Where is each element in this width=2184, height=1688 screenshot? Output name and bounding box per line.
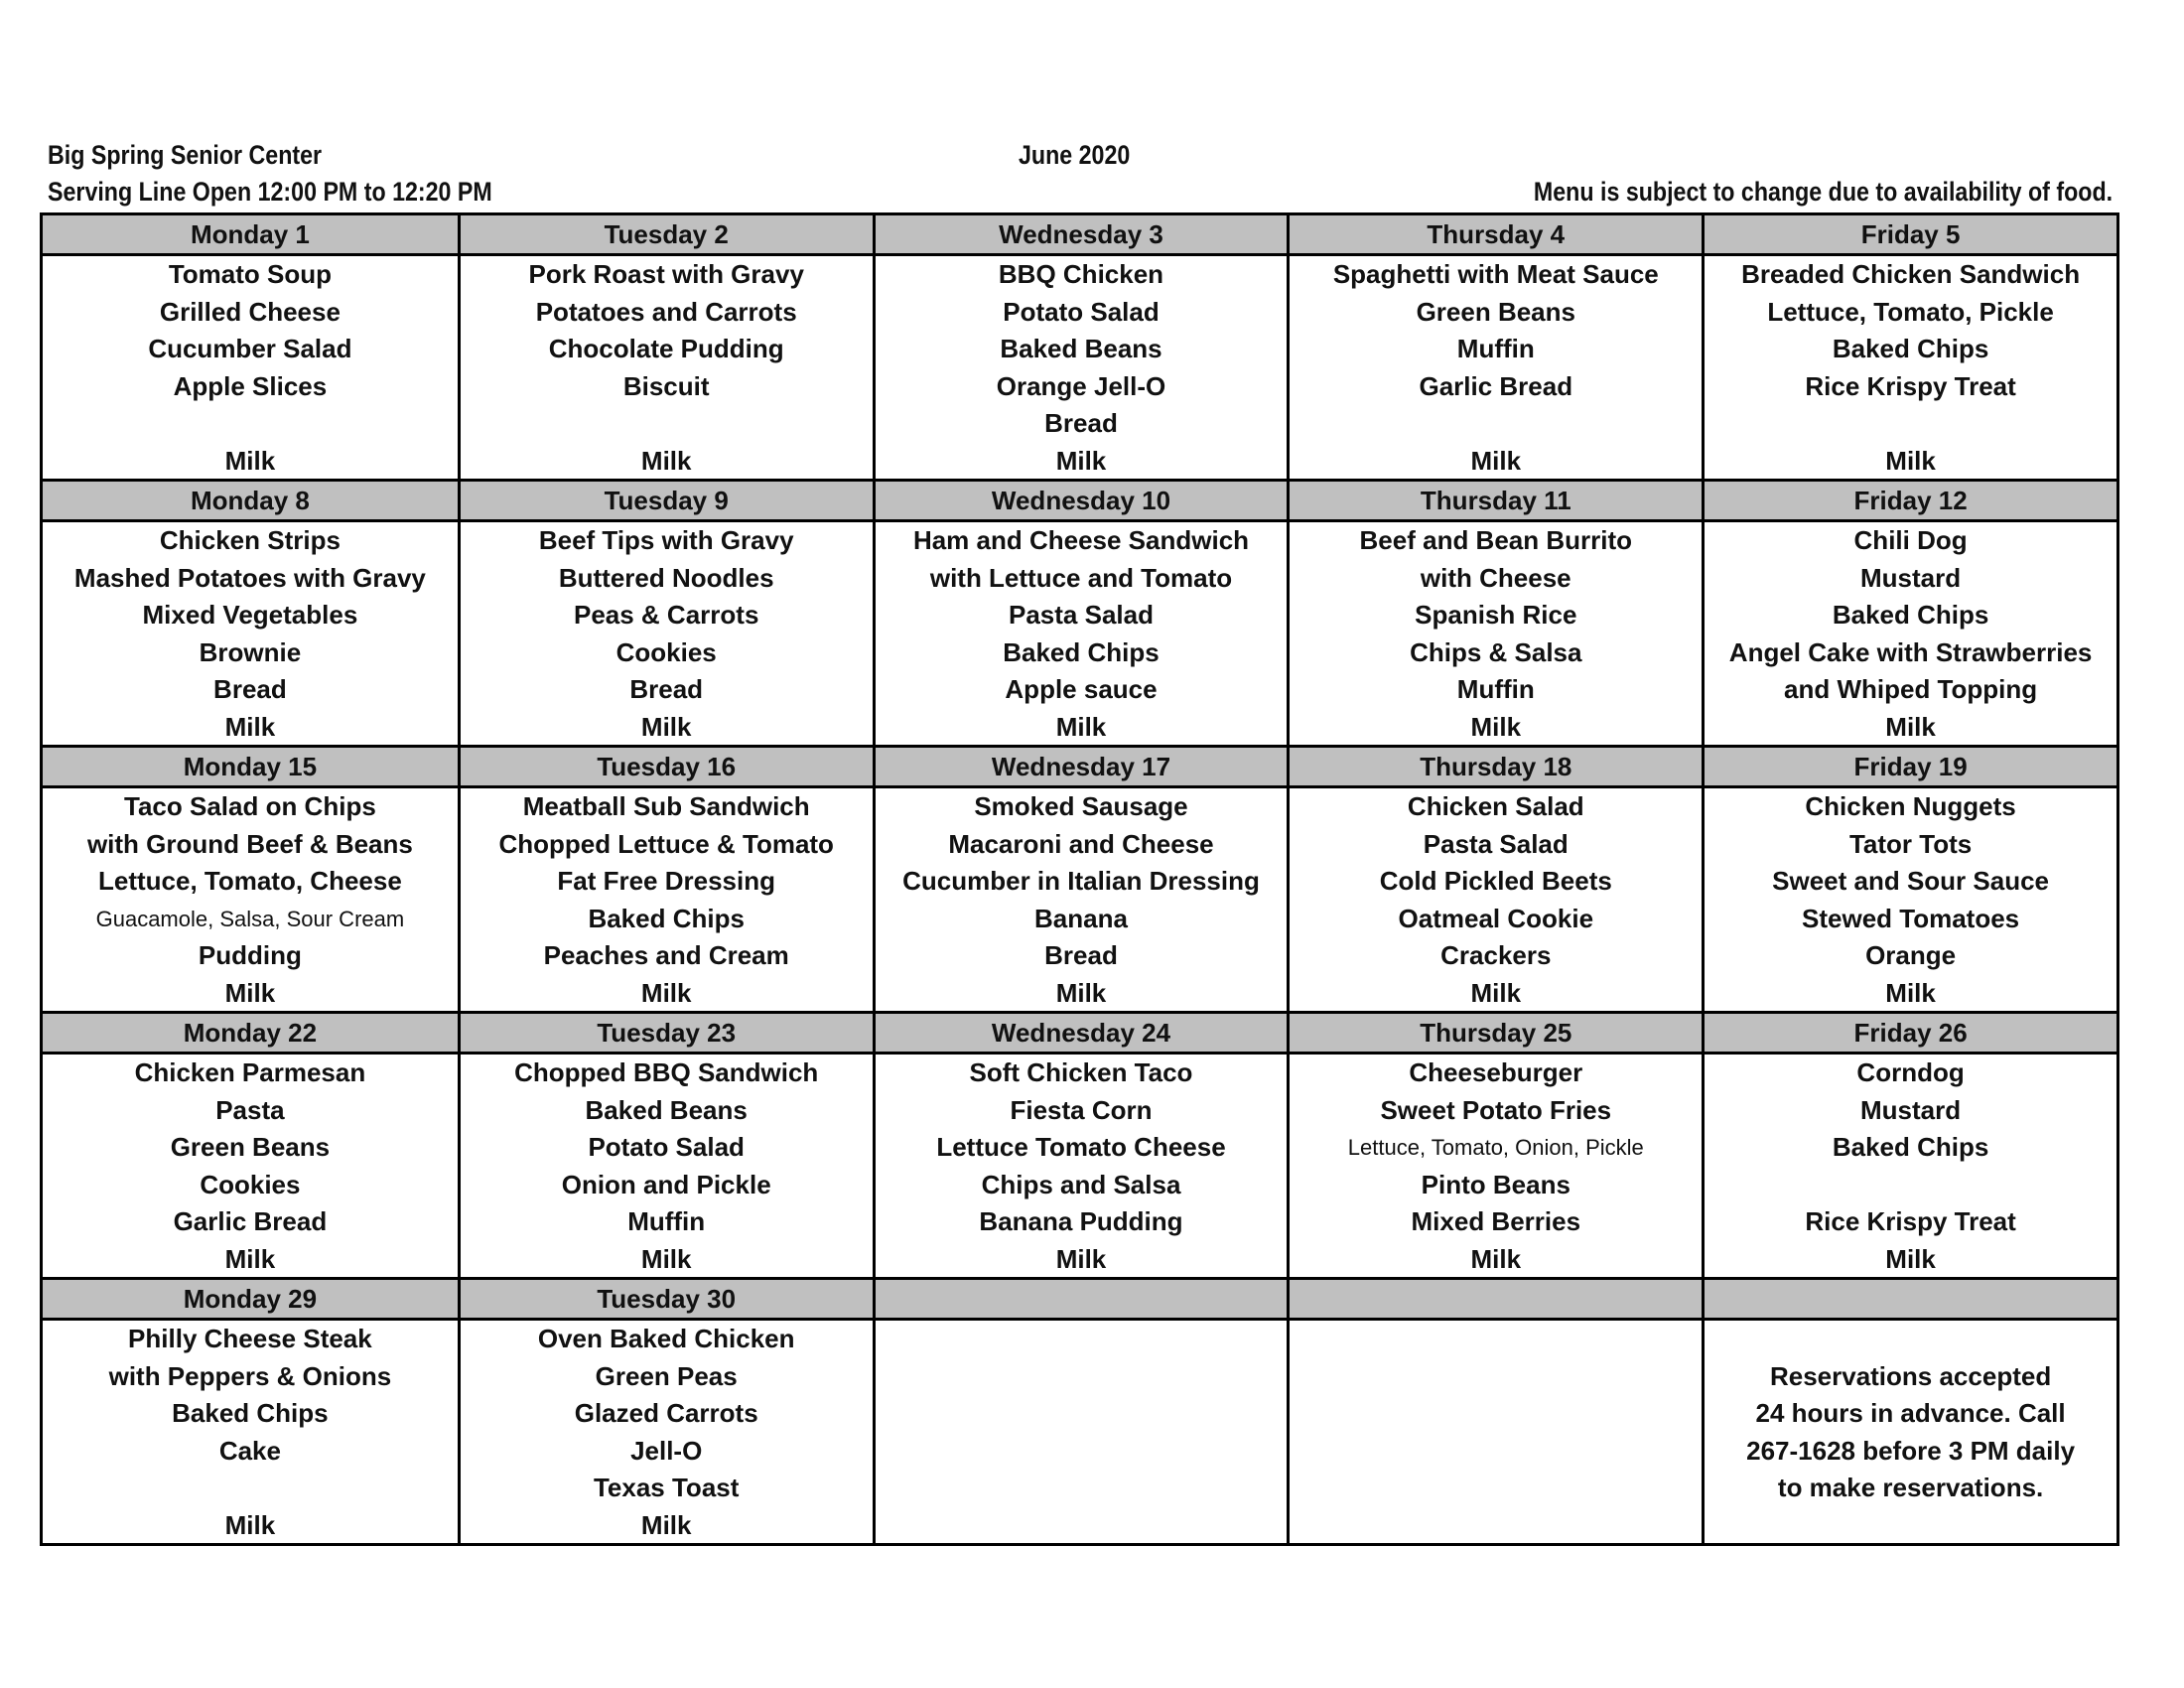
menu-item bbox=[1290, 1358, 1702, 1396]
menu-item: with Ground Beef & Beans bbox=[86, 828, 413, 859]
menu-item: Taco Salad on Chips bbox=[124, 791, 376, 821]
menu-item: Pudding bbox=[198, 940, 302, 971]
day-header: Tuesday 2 bbox=[458, 215, 873, 253]
menu-item: Pasta bbox=[215, 1094, 285, 1125]
menu-item: Beef and Bean Burrito bbox=[1359, 525, 1633, 555]
menu-item: 24 hours in advance. Call bbox=[1755, 1398, 2066, 1429]
menu-item: Baked Beans bbox=[1000, 334, 1162, 364]
day-header: Friday 19 bbox=[1702, 748, 2116, 785]
menu-item: Spaghetti with Meat Sauce bbox=[1332, 259, 1659, 289]
menu-item: Oven Baked Chicken bbox=[537, 1324, 795, 1353]
menu-item bbox=[1705, 1167, 2116, 1204]
menu-item: Milk bbox=[1055, 1243, 1107, 1274]
serving-hours: Serving Line Open 12:00 PM to 12:20 PM bbox=[48, 177, 492, 207]
menu-item: Milk bbox=[1470, 977, 1522, 1008]
menu-calendar-table bbox=[40, 212, 2119, 1546]
menu-row bbox=[43, 788, 2116, 1011]
menu-item bbox=[876, 1321, 1288, 1358]
menu-item: Biscuit bbox=[622, 370, 710, 401]
menu-item: Orange bbox=[1865, 940, 1957, 971]
menu-item bbox=[876, 1507, 1288, 1545]
day-header: Friday 5 bbox=[1702, 215, 2116, 253]
day-menu-cell bbox=[43, 256, 458, 481]
menu-item: Sweet Potato Fries bbox=[1380, 1094, 1612, 1125]
menu-item: Rice Krispy Treat bbox=[1805, 1206, 2016, 1237]
menu-item: Baked Chips bbox=[1003, 636, 1160, 667]
day-header: Thursday 11 bbox=[1287, 482, 1702, 519]
menu-item: Chocolate Pudding bbox=[548, 334, 784, 364]
menu-item: Milk bbox=[640, 711, 692, 742]
menu-item: Muffin bbox=[627, 1206, 706, 1237]
day-header: Wednesday 24 bbox=[873, 1014, 1288, 1052]
menu-item: Jell-O bbox=[630, 1435, 703, 1466]
menu-item: Mustard bbox=[1860, 1094, 1962, 1125]
menu-item: Mixed Berries bbox=[1411, 1206, 1581, 1237]
day-menu-cell bbox=[43, 1321, 458, 1545]
day-menu-cell bbox=[43, 522, 458, 747]
day-header: Tuesday 16 bbox=[458, 748, 873, 785]
menu-item: Peaches and Cream bbox=[543, 940, 789, 971]
day-header: Friday 12 bbox=[1702, 482, 2116, 519]
menu-item: Chicken Salad bbox=[1407, 791, 1584, 821]
menu-item bbox=[1290, 1395, 1702, 1433]
menu-item: Baked Beans bbox=[585, 1094, 748, 1125]
menu-item: Milk bbox=[640, 977, 692, 1008]
menu-item bbox=[43, 405, 458, 443]
menu-item: Milk bbox=[640, 1243, 692, 1274]
menu-item: Chicken Nuggets bbox=[1805, 791, 2016, 821]
menu-item: Banana bbox=[1034, 903, 1128, 933]
menu-item: to make reservations. bbox=[1777, 1473, 2044, 1503]
menu-item: Cucumber in Italian Dressing bbox=[902, 866, 1260, 897]
menu-item: Potato Salad bbox=[1003, 296, 1160, 327]
day-menu-cell bbox=[1287, 1055, 1702, 1279]
day-header: Monday 1 bbox=[190, 219, 310, 249]
day-menu-cell bbox=[1287, 256, 1702, 481]
menu-item: Baked Chips bbox=[1832, 334, 1989, 364]
menu-disclaimer: Menu is subject to change due to availability of food. bbox=[1533, 177, 2113, 207]
menu-item bbox=[1290, 1433, 1702, 1471]
menu-item: Milk bbox=[640, 445, 692, 476]
menu-item: Green Peas bbox=[595, 1360, 738, 1391]
menu-item: Cookies bbox=[200, 1169, 301, 1199]
menu-row bbox=[43, 256, 2116, 479]
menu-item bbox=[876, 1470, 1288, 1507]
day-header: Thursday 18 bbox=[1287, 748, 1702, 785]
menu-month: June 2020 bbox=[1019, 140, 1131, 170]
menu-item: Cake bbox=[218, 1435, 281, 1466]
menu-item: Breaded Chicken Sandwich bbox=[1741, 259, 2081, 289]
menu-item bbox=[1290, 1321, 1702, 1358]
day-menu-cell bbox=[458, 1321, 873, 1545]
menu-item: Cookies bbox=[615, 636, 717, 667]
menu-row bbox=[43, 1055, 2116, 1277]
menu-item: Banana Pudding bbox=[979, 1206, 1183, 1237]
menu-item: Grilled Cheese bbox=[159, 296, 341, 327]
day-menu-cell bbox=[458, 522, 873, 747]
menu-item: Milk bbox=[1055, 977, 1107, 1008]
menu-item: Orange Jell-O bbox=[996, 370, 1166, 401]
menu-item: Pasta Salad bbox=[1009, 600, 1154, 631]
day-header: Tuesday 23 bbox=[458, 1014, 873, 1052]
menu-item: Bread bbox=[1044, 940, 1118, 971]
day-header bbox=[1702, 1280, 2116, 1318]
day-header: Friday 26 bbox=[1702, 1014, 2116, 1052]
menu-item: Potatoes and Carrots bbox=[535, 296, 797, 327]
day-header: Wednesday 10 bbox=[873, 482, 1288, 519]
day-header-row bbox=[43, 479, 2116, 522]
menu-item: with Lettuce and Tomato bbox=[929, 562, 1233, 593]
menu-item: Texas Toast bbox=[593, 1473, 740, 1503]
menu-item: Bread bbox=[1044, 408, 1118, 439]
menu-item: Pork Roast with Gravy bbox=[528, 259, 804, 289]
day-menu-cell bbox=[873, 1321, 1288, 1545]
day-menu-cell bbox=[873, 256, 1288, 481]
menu-item: Philly Cheese Steak bbox=[128, 1324, 372, 1353]
menu-item: Chopped BBQ Sandwich bbox=[514, 1057, 819, 1087]
menu-item: BBQ Chicken bbox=[998, 259, 1164, 289]
menu-item: Lettuce, Tomato, Cheese bbox=[97, 866, 402, 897]
menu-item: 267-1628 before 3 PM daily bbox=[1746, 1435, 2076, 1466]
organization-name: Big Spring Senior Center bbox=[48, 140, 323, 170]
menu-item: Milk bbox=[1055, 445, 1107, 476]
day-menu-cell bbox=[458, 1055, 873, 1279]
day-menu-cell bbox=[873, 788, 1288, 1013]
menu-item: with Cheese bbox=[1420, 562, 1571, 593]
menu-item: Meatball Sub Sandwich bbox=[522, 791, 810, 821]
menu-item: Milk bbox=[1470, 711, 1522, 742]
day-menu-cell bbox=[1702, 788, 2116, 1013]
menu-item: Crackers bbox=[1440, 940, 1552, 971]
week-3 bbox=[43, 745, 2116, 1011]
menu-item: Apple Slices bbox=[173, 370, 328, 401]
menu-item: Chili Dog bbox=[1853, 525, 1968, 555]
menu-item: Green Beans bbox=[1416, 296, 1575, 327]
day-header-row bbox=[43, 745, 2116, 788]
menu-item: Milk bbox=[1885, 445, 1936, 476]
day-header: Monday 22 bbox=[183, 1018, 318, 1048]
menu-item: Ham and Cheese Sandwich bbox=[912, 525, 1250, 555]
menu-item: Apple sauce bbox=[1005, 674, 1158, 705]
menu-item: Milk bbox=[224, 1243, 276, 1274]
menu-item: Lettuce, Tomato, Onion, Pickle bbox=[1347, 1135, 1644, 1161]
menu-item: Muffin bbox=[1456, 334, 1535, 364]
day-header: Thursday 25 bbox=[1287, 1014, 1702, 1052]
day-menu-cell bbox=[1287, 1321, 1702, 1545]
week-5 bbox=[43, 1277, 2116, 1543]
menu-item: Fat Free Dressing bbox=[557, 866, 776, 897]
menu-item: Milk bbox=[1885, 711, 1936, 742]
menu-item: Baked Chips bbox=[1832, 600, 1989, 631]
menu-item bbox=[1290, 1470, 1702, 1507]
menu-item: Rice Krispy Treat bbox=[1805, 370, 2016, 401]
menu-item: Milk bbox=[224, 977, 276, 1008]
menu-item bbox=[1290, 405, 1702, 443]
menu-item: Reservations accepted bbox=[1769, 1360, 2052, 1391]
day-menu-cell bbox=[458, 256, 873, 481]
menu-item bbox=[876, 1358, 1288, 1396]
menu-item: Chopped Lettuce & Tomato bbox=[498, 828, 834, 859]
menu-item: Macaroni and Cheese bbox=[948, 828, 1214, 859]
menu-item: Mashed Potatoes with Gravy bbox=[73, 562, 426, 593]
menu-item: with Peppers & Onions bbox=[108, 1360, 392, 1391]
day-menu-cell bbox=[1702, 522, 2116, 747]
day-menu-cell bbox=[458, 788, 873, 1013]
menu-item: Milk bbox=[1885, 977, 1936, 1008]
day-header-row bbox=[43, 215, 2116, 256]
week-1 bbox=[43, 215, 2116, 479]
menu-item: Baked Chips bbox=[172, 1398, 329, 1429]
menu-item: Buttered Noodles bbox=[558, 562, 774, 593]
menu-item: Baked Chips bbox=[588, 903, 745, 933]
day-header bbox=[1287, 1280, 1702, 1318]
menu-item: Sweet and Sour Sauce bbox=[1772, 866, 2050, 897]
day-header: Wednesday 17 bbox=[873, 748, 1288, 785]
menu-item: Milk bbox=[224, 445, 276, 476]
day-header: Tuesday 30 bbox=[458, 1280, 873, 1318]
menu-item: Bread bbox=[629, 674, 704, 705]
day-header bbox=[873, 1280, 1288, 1318]
menu-item: Peas & Carrots bbox=[573, 600, 759, 631]
day-menu-cell bbox=[873, 1055, 1288, 1279]
menu-item: Green Beans bbox=[170, 1132, 331, 1163]
menu-item: Milk bbox=[1055, 711, 1107, 742]
menu-item: Cheeseburger bbox=[1409, 1057, 1583, 1087]
menu-item bbox=[1705, 405, 2116, 443]
menu-item: Cold Pickled Beets bbox=[1379, 866, 1612, 897]
day-menu-cell bbox=[1287, 522, 1702, 747]
day-header: Monday 15 bbox=[183, 752, 318, 781]
menu-item: Glazed Carrots bbox=[574, 1398, 758, 1429]
day-header-row bbox=[43, 1277, 2116, 1321]
menu-item bbox=[876, 1433, 1288, 1471]
menu-item: Bread bbox=[213, 674, 287, 705]
menu-item bbox=[1705, 1507, 2116, 1545]
menu-item bbox=[43, 1470, 458, 1507]
menu-item: Fiesta Corn bbox=[1010, 1094, 1153, 1125]
menu-item: Lettuce Tomato Cheese bbox=[936, 1132, 1226, 1163]
day-menu-cell bbox=[1702, 256, 2116, 481]
day-menu-cell bbox=[43, 788, 458, 1013]
day-header: Thursday 4 bbox=[1287, 215, 1702, 253]
menu-item: Brownie bbox=[199, 636, 302, 667]
menu-item: Milk bbox=[1470, 445, 1522, 476]
menu-item: Mustard bbox=[1860, 562, 1962, 593]
day-menu-cell bbox=[1702, 1055, 2116, 1279]
menu-item: Muffin bbox=[1456, 674, 1535, 705]
menu-item: Chicken Strips bbox=[159, 525, 341, 555]
day-header: Monday 29 bbox=[183, 1284, 318, 1314]
menu-item: Milk bbox=[1885, 1243, 1936, 1274]
menu-item: Chips & Salsa bbox=[1410, 636, 1582, 667]
menu-item: Baked Chips bbox=[1832, 1132, 1989, 1163]
day-header-row bbox=[43, 1011, 2116, 1055]
menu-item: Spanish Rice bbox=[1415, 600, 1577, 631]
week-2 bbox=[43, 479, 2116, 745]
day-header: Wednesday 3 bbox=[873, 215, 1288, 253]
menu-item bbox=[876, 1395, 1288, 1433]
menu-item: Beef Tips with Gravy bbox=[538, 525, 794, 555]
menu-item: Milk bbox=[1470, 1243, 1522, 1274]
menu-item: Chicken Parmesan bbox=[134, 1057, 366, 1087]
menu-item: Angel Cake with Strawberries bbox=[1728, 636, 2093, 667]
menu-item bbox=[1290, 1507, 1702, 1545]
menu-item: Garlic Bread bbox=[173, 1206, 328, 1237]
menu-item: Milk bbox=[640, 1509, 692, 1540]
menu-item: Milk bbox=[224, 711, 276, 742]
menu-item: Onion and Pickle bbox=[561, 1169, 771, 1199]
menu-item: Potato Salad bbox=[588, 1132, 745, 1163]
menu-item: Guacamole, Salsa, Sour Cream bbox=[95, 906, 405, 931]
menu-item: Mixed Vegetables bbox=[142, 600, 358, 631]
menu-item: Pinto Beans bbox=[1421, 1169, 1570, 1199]
week-4 bbox=[43, 1011, 2116, 1277]
menu-item: Tomato Soup bbox=[168, 259, 332, 289]
menu-item: and Whiped Topping bbox=[1784, 674, 2038, 705]
menu-row bbox=[43, 1321, 2116, 1543]
day-menu-cell bbox=[1287, 788, 1702, 1013]
menu-item: Milk bbox=[224, 1509, 276, 1540]
day-header: Monday 8 bbox=[190, 486, 310, 515]
day-menu-cell bbox=[43, 1055, 458, 1279]
menu-item: Lettuce, Tomato, Pickle bbox=[1767, 296, 2054, 327]
menu-item: Soft Chicken Taco bbox=[969, 1057, 1193, 1087]
menu-item: Corndog bbox=[1856, 1057, 1965, 1087]
menu-row bbox=[43, 522, 2116, 745]
menu-item: Smoked Sausage bbox=[974, 791, 1188, 821]
day-menu-cell bbox=[873, 522, 1288, 747]
menu-item: Garlic Bread bbox=[1419, 370, 1573, 401]
menu-item: Chips and Salsa bbox=[981, 1169, 1181, 1199]
day-menu-cell bbox=[1702, 1321, 2116, 1545]
menu-item: Stewed Tomatoes bbox=[1802, 903, 2020, 933]
menu-item: Pasta Salad bbox=[1423, 828, 1569, 859]
menu-item: Tator Tots bbox=[1848, 828, 1973, 859]
menu-item: Cucumber Salad bbox=[148, 334, 352, 364]
menu-item bbox=[461, 405, 873, 443]
menu-item bbox=[1705, 1321, 2116, 1358]
day-header: Tuesday 9 bbox=[458, 482, 873, 519]
menu-item: Oatmeal Cookie bbox=[1398, 903, 1594, 933]
